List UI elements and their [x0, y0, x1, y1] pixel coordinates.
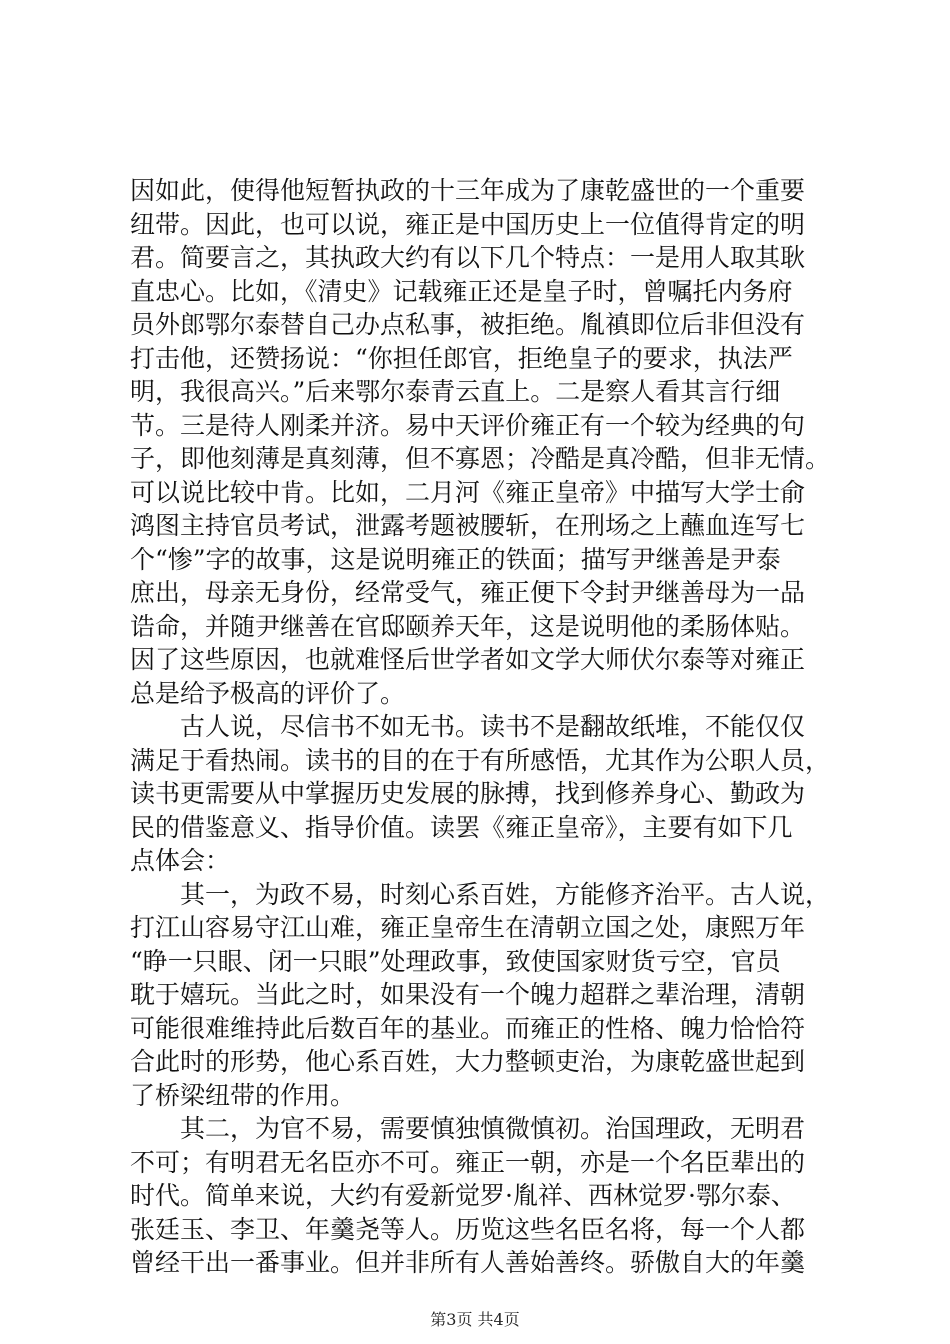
text-line: 直忠心。比如，《清史》记载雍正还是皇子时，曾嘱托内务府 [130, 276, 793, 306]
text-line: 员外郎鄂尔泰替自己办点私事，被拒绝。胤禛即位后非但没有 [130, 310, 806, 339]
text-line: 读书更需要从中掌握历史发展的脉搏，找到修养身心、勤政为 [130, 779, 806, 808]
text-line: 民的借鉴意义、指导价值。读罢《雍正皇帝》，主要有如下几 [130, 812, 793, 842]
text-line: 时代。简单来说，大约有爱新觉罗·胤祥、西林觉罗·鄂尔泰、 [130, 1181, 796, 1210]
text-line: 因了这些原因，也就难怪后世学者如文学大师伏尔泰等对雍正 [130, 645, 806, 674]
text-line: 不可；有明君无名臣亦不可。雍正一朝，亦是一个名臣辈出的 [130, 1147, 806, 1177]
page-footer [0, 1310, 950, 1330]
text-line: 子，即他刻薄是真刻薄，但不寡恩；冷酷是真冷酷，但非无情。 [130, 444, 831, 473]
text-line: 鸿图主持官员考试，泄露考题被腰斩，在刑场之上蘸血连写七 [130, 511, 806, 540]
text-line: 曾经干出一番事业。但并非所有人善始善终。骄傲自大的年羹 [130, 1248, 806, 1277]
text-line: 庶出，母亲无身份，经常受气，雍正便下令封尹继善母为一品 [130, 578, 806, 607]
body-text [130, 174, 830, 1280]
text-line: 明，我很高兴。”后来鄂尔泰青云直上。二是察人看其言行细 [130, 377, 781, 406]
text-line: 总是给予极高的评价了。 [130, 678, 406, 708]
text-line: 可能很难维持此后数百年的基业。而雍正的性格、魄力恰恰符 [130, 1013, 806, 1043]
text-line: 了桥梁纽带的作用。 [130, 1080, 356, 1110]
text-line: 因如此，使得他短暂执政的十三年成为了康乾盛世的一个重要 [130, 176, 806, 205]
text-line: 古人说，尽信书不如无书。读书不是翻故纸堆，不能仅仅 [130, 712, 806, 741]
text-line: 节。三是待人刚柔并济。易中天评价雍正有一个较为经典的句 [130, 410, 806, 440]
text-line: 合此时的形势，他心系百姓，大力整顿吏治，为康乾盛世起到 [130, 1047, 806, 1076]
text-line: 耽于嬉玩。当此之时，如果没有一个魄力超群之辈治理，清朝 [130, 980, 806, 1009]
text-line: 点体会： [130, 846, 231, 875]
text-line: 打江山容易守江山难，雍正皇帝生在清朝立国之处，康熙万年 [130, 913, 806, 942]
text-line: 打击他，还赞扬说：“你担任郎官，拒绝皇子的要求，执法严 [130, 343, 793, 373]
text-line: 张廷玉、李卫、年羹尧等人。历览这些名臣名将，每一个人都 [130, 1214, 806, 1244]
text-line: 其二，为官不易，需要慎独慎微慎初。治国理政，无明君 [130, 1114, 806, 1143]
text-line: 纽带。因此，也可以说，雍正是中国历史上一位值得肯定的明 [130, 209, 806, 239]
text-line: 其一，为政不易，时刻心系百姓，方能修齐治平。古人说， [130, 879, 831, 909]
text-line: 满足于看热闹。读书的目的在于有所感悟，尤其作为公职人员， [130, 745, 831, 775]
text-line: “睁一只眼、闭一只眼”处理政事，致使国家财货亏空，官员 [130, 946, 781, 976]
text-line: 君。简要言之，其执政大约有以下几个特点：一是用人取其耿 [130, 243, 806, 272]
text-line: 诰命，并随尹继善在官邸颐养天年，这是说明他的柔肠体贴。 [130, 611, 806, 641]
text-line: 个“惨”字的故事，这是说明雍正的铁面；描写尹继善是尹泰 [130, 544, 781, 574]
text-line: 可以说比较中肯。比如，二月河《雍正皇帝》中描写大学士俞 [130, 477, 806, 507]
page-number-label: 第3页 共4页 [430, 1310, 520, 1329]
